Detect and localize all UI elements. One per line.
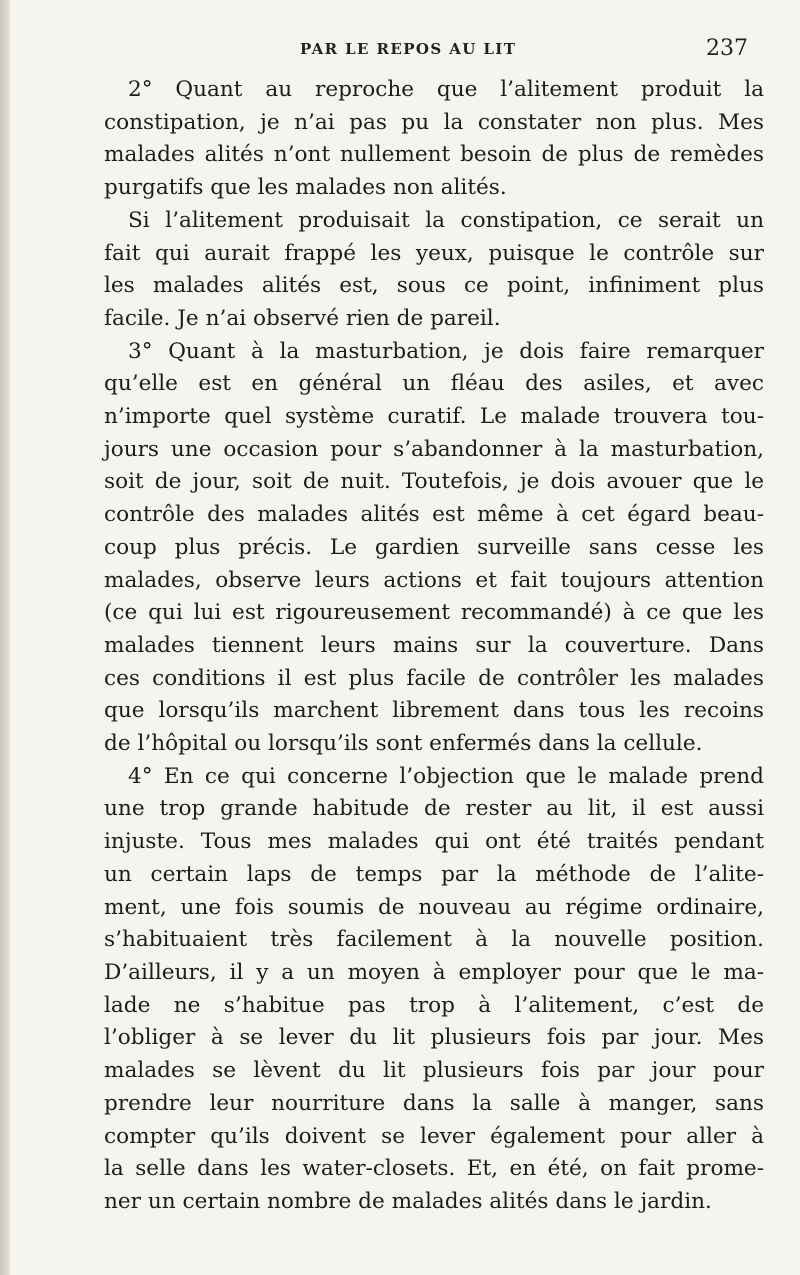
paragraph-1 [104,74,764,205]
text-line: fait qui aurait frappé les yeux, puisque le contrôle sur [104,240,764,266]
text-line: purgatifs que les malades non alités. [104,175,507,201]
text-line: constipation, je n’ai pas pu la constater non plus. Mes [104,109,764,135]
running-head: PAR LE REPOS AU LIT [300,40,517,58]
paragraph-4 [104,761,764,1219]
text-line: l’obliger à se lever du lit plusieurs fois par jour. Mes [104,1025,764,1051]
text-line: Si l’alitement produisait la constipation, ce serait un [128,207,764,233]
text-line: soit de jour, soit de nuit. Toutefois, je dois avouer que le [104,469,764,495]
text-line: s’habituaient très facilement à la nouvelle position. [104,927,764,953]
text-line: lade ne s’habitue pas trop à l’alitement, c’est de [104,992,764,1018]
text-line: un certain laps de temps par la méthode de l’alite- [104,861,764,887]
text-line: n’importe quel système curatif. Le malade trouvera tou- [104,404,764,430]
text-line: compter qu’ils doivent se lever également pour aller à [104,1123,764,1149]
text-line: ment, une fois soumis de nouveau au régime ordinaire, [104,894,764,920]
page-header [10,36,800,66]
text-line: ner un certain nombre de malades alités dans le jardin. [104,1188,712,1214]
page-number: 237 [706,36,748,61]
text-line: malades, observe leurs actions et fait toujours attention [104,567,764,593]
text-line: ces conditions il est plus facile de contrôler les malades [104,665,764,691]
text-line: les malades alités est, sous ce point, infiniment plus [104,273,764,299]
text-line: 4° En ce qui concerne l’objection que le malade prend [128,763,764,789]
text-line: coup plus précis. Le gardien surveille sans cesse les [104,534,764,560]
paragraph-2 [104,205,764,336]
text-line: 3° Quant à la masturbation, je dois faire remarquer [128,338,764,364]
text-line: injuste. Tous mes malades qui ont été traités pendant [104,829,764,855]
text-line: facile. Je n’ai observé rien de pareil. [104,305,501,331]
text-line: D’ailleurs, il y a un moyen à employer pour que le ma- [104,959,764,985]
paragraph-3 [104,336,764,761]
page-gutter-shadow [0,0,10,1275]
text-line: prendre leur nourriture dans la salle à manger, sans [104,1090,764,1116]
text-line: malades alités n’ont nullement besoin de plus de remèdes [104,142,764,168]
text-line: malades tiennent leurs mains sur la couverture. Dans [104,632,764,658]
book-page [10,0,800,1275]
text-line: (ce qui lui est rigoureusement recommandé) à ce que les [104,600,764,626]
text-line: jours une occasion pour s’abandonner à la masturbation, [104,436,764,462]
text-line: une trop grande habitude de rester au lit, il est aussi [104,796,764,822]
text-line: contrôle des malades alités est même à cet égard beau- [104,502,764,528]
text-line: 2° Quant au reproche que l’alitement produit la [128,77,764,102]
body-text [104,74,764,1219]
text-line: malades se lèvent du lit plusieurs fois par jour pour [104,1058,764,1084]
text-line: qu’elle est en général un fléau des asiles, et avec [104,371,764,397]
text-line: que lorsqu’ils marchent librement dans tous les recoins [104,698,764,724]
text-line: la selle dans les water-closets. Et, en été, on fait prome- [104,1156,764,1182]
text-line: de l’hôpital ou lorsqu’ils sont enfermés dans la cellule. [104,731,703,757]
